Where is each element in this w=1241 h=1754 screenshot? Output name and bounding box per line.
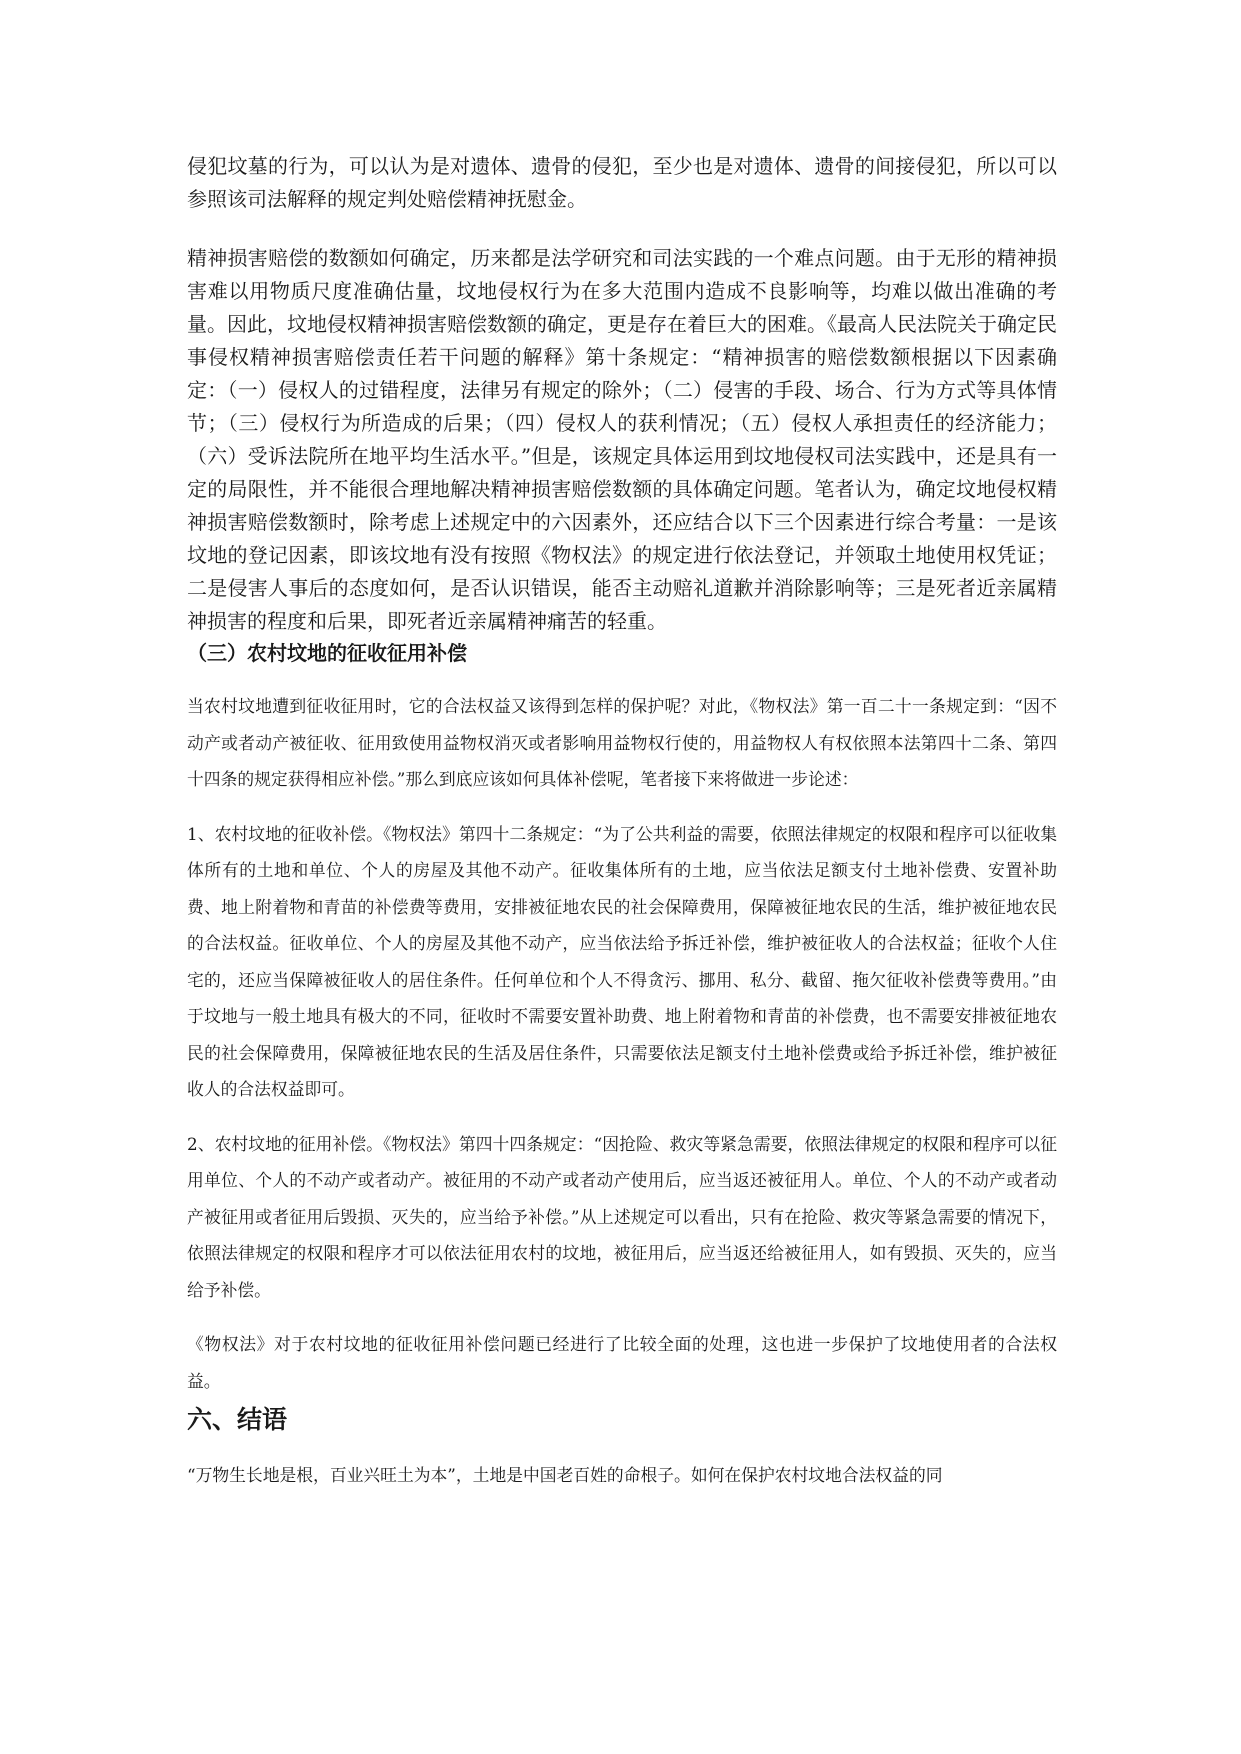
paragraph-spacer xyxy=(187,216,1057,242)
section-heading-conclusion: 六、结语 xyxy=(187,1405,288,1434)
document-page xyxy=(187,150,1057,1494)
paragraph-mental-damage-compensation: 精神损害赔偿的数额如何确定，历来都是法学研究和司法实践的一个难点问题。由于无形的精神损害难以用物质尺度准确估量，坟地侵权行为在多大范围内造成不良影响等，均难以做出准确的考量。因此，坟地侵权精神损害赔偿数额的确定，更是存在着巨大的困难。《最高人民法院关于确定民事侵权精神损害赔偿责任若干问题的解释》第十条规定：“精神损害的赔偿数额根据以下因素确定：（一）侵权人的过错程度，法律另有规定的除外；（二）侵害的手段、场合、行为方式等具体情节；（三）侵权行为所造成的后果；（四）侵权人的获利情况；（五）侵权人承担责任的经济能力；（六）受诉法院所在地平均生活水平。”但是，该规定具体运用到坟地侵权司法实践中，还是具有一定的局限性，并不能很合理地解决精神损害赔偿数额的具体确定问题。笔者认为，确定坟地侵权精神损害赔偿数额时，除考虑上述规定中的六因素外，还应结合以下三个因素进行综合考量：一是该坟地的登记因素，即该坟地有没有按照《物权法》的规定进行依法登记，并领取土地使用权凭证；二是侵害人事后的态度如何，是否认识错误，能否主动赔礼道歉并消除影响等；三是死者近亲属精神损害的程度和后果，即死者近亲属精神痛苦的轻重。 xyxy=(187,246,1057,633)
paragraph-requisition-compensation: 2、农村坟地的征用补偿。《物权法》第四十四条规定：“因抢险、救灾等紧急需要，依照法律规定的权限和程序可以征用单位、个人的不动产或者动产。被征用的不动产或者动产使用后，应当返还被征用人。单位、个人的不动产或者动产被征用或者征用后毁损、灭失的，应当给予补偿。”从上述规定可以看出，只有在抢险、救灾等紧急需要的情况下，依照法律规定的权限和程序才可以依法征用农村的坟地，被征用后，应当返还给被征用人，如有毁损、灭失的，应当给予补偿。 xyxy=(187,1133,1057,1300)
section-heading-expropriation-compensation: （三）农村坟地的征收征用补偿 xyxy=(187,641,467,665)
paragraph-spacer xyxy=(187,1437,1057,1457)
paragraph-spacer xyxy=(187,1108,1057,1126)
paragraph-spacer xyxy=(187,668,1057,688)
paragraph-expropriation-intro: 当农村坟地遭到征收征用时，它的合法权益又该得到怎样的保护呢？对此，《物权法》第一百二十一条规定到：“因不动产或者动产被征收、征用致使用益物权消灭或者影响用益物权行使的，用益物权人有权依照本法第四十二条、第四十四条的规定获得相应补偿。”那么到底应该如何具体补偿呢，笔者接下来将做进一步论述： xyxy=(187,696,1057,789)
paragraph-conclusion-opening: “万物生长地是根，百业兴旺土为本”，土地是中国老百姓的命根子。如何在保护农村坟地合法权益的同 xyxy=(187,1465,943,1485)
paragraph-spacer xyxy=(187,798,1057,816)
paragraph-property-law-summary: 《物权法》对于农村坟地的征收征用补偿问题已经进行了比较全面的处理，这也进一步保护了坟地使用者的合法权益。 xyxy=(187,1334,1057,1391)
paragraph-grave-infringement-conclusion: 侵犯坟墓的行为，可以认为是对遗体、遗骨的侵犯，至少也是对遗体、遗骨的间接侵犯，所以可以参照该司法解释的规定判处赔偿精神抚慰金。 xyxy=(187,154,1057,211)
paragraph-spacer xyxy=(187,1308,1057,1326)
paragraph-expropriation-compensation: 1、农村坟地的征收补偿。《物权法》第四十二条规定：“为了公共利益的需要，依照法律规定的权限和程序可以征收集体所有的土地和单位、个人的房屋及其他不动产。征收集体所有的土地，应当依法足额支付土地补偿费、安置补助费、地上附着物和青苗的补偿费等费用，安排被征地农民的社会保障费用，保障被征地农民的生活，维护被征地农民的合法权益。征收单位、个人的房屋及其他不动产，应当依法给予拆迁补偿，维护被征收人的合法权益；征收个人住宅的，还应当保障被征收人的居住条件。任何单位和个人不得贪污、挪用、私分、截留、拖欠征收补偿费等费用。”由于坟地与一般土地具有极大的不同，征收时不需要安置补助费、地上附着物和青苗的补偿费，也不需要安排被征地农民的社会保障费用，保障被征地农民的生活及居住条件，只需要依法足额支付土地补偿费或给予拆迁补偿，维护被征收人的合法权益即可。 xyxy=(187,823,1057,1099)
